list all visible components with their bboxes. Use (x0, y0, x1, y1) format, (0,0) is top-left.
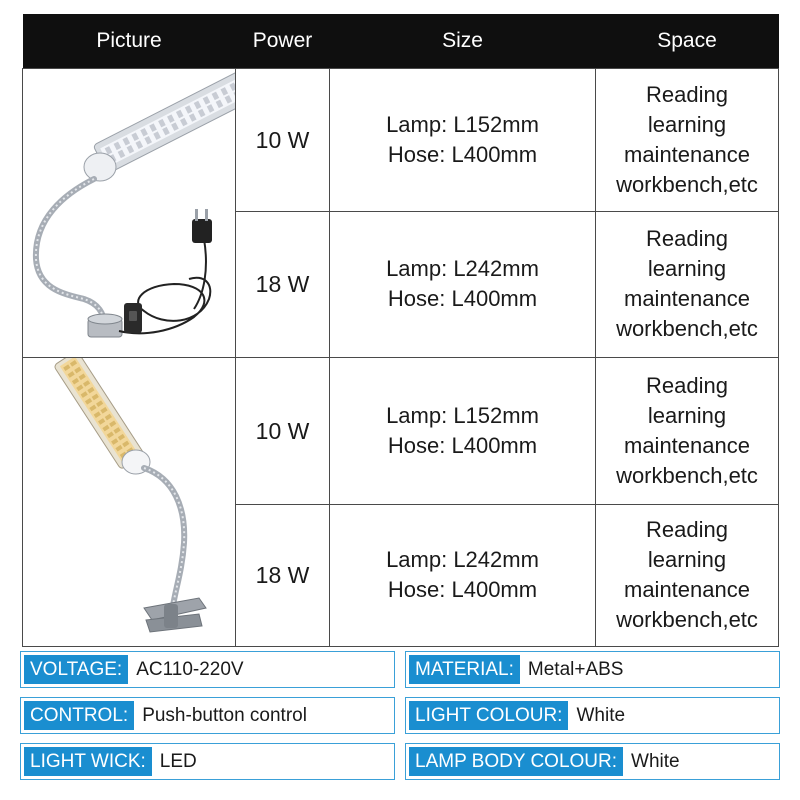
space-line: workbench,etc (616, 171, 758, 197)
space-cell (596, 505, 779, 646)
table-row (23, 68, 779, 211)
hose-length: Hose: L400mm (387, 432, 538, 458)
clip-base-lamp-icon (24, 358, 235, 638)
light-colour-label: LIGHT COLOUR: (409, 701, 568, 730)
hose-length: Hose: L400mm (387, 141, 538, 167)
control-spec (20, 697, 395, 734)
space-line: Reading (646, 517, 728, 543)
size-cell (330, 68, 596, 211)
material-label: MATERIAL: (409, 655, 520, 684)
light-wick-spec (20, 743, 395, 780)
header-size: Size (330, 14, 596, 68)
voltage-spec (20, 651, 395, 688)
space-line: workbench,etc (616, 316, 758, 342)
product-picture-clip (23, 357, 236, 646)
table-row (23, 357, 779, 505)
space-line: workbench,etc (616, 607, 758, 633)
lamp-length: Lamp: L152mm (386, 402, 539, 428)
space-line: learning (647, 402, 727, 428)
size-cell (330, 211, 596, 357)
space-line: learning (647, 256, 727, 282)
control-value: Push-button control (142, 704, 307, 726)
space-line: learning (647, 547, 727, 573)
spec-table (22, 14, 779, 647)
space-cell (596, 68, 779, 211)
header-power: Power (236, 14, 330, 68)
space-line: Reading (646, 372, 728, 398)
header-picture: Picture (23, 14, 236, 68)
control-label: CONTROL: (24, 701, 134, 730)
product-picture-magnetic (23, 68, 236, 357)
space-cell (596, 211, 779, 357)
lamp-body-colour-value: White (631, 750, 680, 772)
space-cell (596, 357, 779, 505)
space-line: Reading (646, 226, 728, 252)
hose-length: Hose: L400mm (387, 577, 538, 603)
light-wick-label: LIGHT WICK: (24, 747, 152, 776)
space-line: learning (647, 111, 727, 137)
lamp-body-colour-label: LAMP BODY COLOUR: (409, 747, 623, 776)
space-line: maintenance (624, 286, 750, 312)
light-colour-value: White (576, 704, 626, 726)
space-line: maintenance (624, 577, 750, 603)
lamp-length: Lamp: L242mm (386, 547, 539, 573)
header-space: Space (596, 14, 779, 68)
magnetic-base-lamp-icon (24, 69, 235, 349)
lamp-length: Lamp: L242mm (386, 256, 539, 282)
material-spec (405, 651, 780, 688)
lamp-length: Lamp: L152mm (386, 111, 539, 137)
space-line: maintenance (624, 141, 750, 167)
power-cell: 10 W (236, 357, 330, 505)
hose-length: Hose: L400mm (387, 286, 538, 312)
lamp-body-colour-spec (405, 743, 780, 780)
power-cell: 10 W (236, 68, 330, 211)
power-cell: 18 W (236, 505, 330, 646)
table-header-row (23, 14, 779, 68)
light-wick-value: LED (159, 750, 197, 772)
power-cell: 18 W (236, 211, 330, 357)
voltage-value: AC110-220V (136, 658, 244, 680)
size-cell (330, 357, 596, 505)
space-line: Reading (646, 81, 728, 107)
space-line: maintenance (624, 432, 750, 458)
size-cell (330, 505, 596, 646)
space-line: workbench,etc (616, 462, 758, 488)
material-value: Metal+ABS (527, 658, 624, 680)
voltage-label: VOLTAGE: (24, 655, 128, 684)
light-colour-spec (405, 697, 780, 734)
